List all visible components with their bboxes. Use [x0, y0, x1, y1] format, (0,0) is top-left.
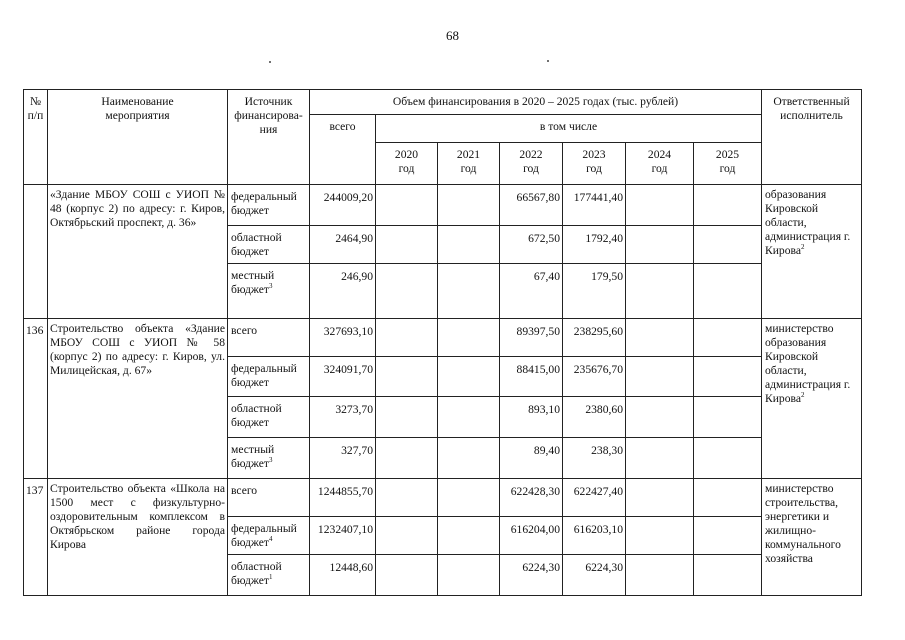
- value-total: 3273,70: [310, 397, 376, 438]
- value-y2024: [626, 185, 694, 226]
- footnote-mark: 3: [268, 282, 273, 291]
- funding-source-label: областной бюджет: [231, 231, 282, 258]
- value-y2023: 179,50: [563, 264, 626, 319]
- value-y2024: [626, 479, 694, 517]
- value-y2022: 89,40: [500, 438, 563, 479]
- footnote-mark: 2: [801, 390, 805, 399]
- scan-speck: [269, 61, 271, 63]
- responsible-executor: [762, 185, 862, 319]
- value-y2021: [438, 555, 500, 596]
- footnote-mark: 2: [801, 242, 805, 251]
- value-y2021: [438, 397, 500, 438]
- value-y2020: [376, 357, 438, 397]
- value-y2022: 622428,30: [500, 479, 563, 517]
- executor-text: министерство строительства, энергетики и жилищно-коммунального хозяйства: [765, 482, 841, 565]
- value-y2025: [694, 397, 762, 438]
- value-y2024: [626, 555, 694, 596]
- value-y2022: 616204,00: [500, 517, 563, 555]
- measure-number: 136: [24, 319, 48, 479]
- funding-source: [228, 185, 310, 226]
- footnote-mark: 1: [268, 573, 273, 582]
- responsible-executor: [762, 319, 862, 479]
- value-y2020: [376, 319, 438, 357]
- value-y2022: 67,40: [500, 264, 563, 319]
- value-total: 12448,60: [310, 555, 376, 596]
- header-name: Наименование мероприятия: [48, 90, 228, 185]
- value-y2025: [694, 479, 762, 517]
- table-row: [24, 319, 862, 357]
- value-y2023: 238,30: [563, 438, 626, 479]
- funding-source-label: местный бюджет: [231, 443, 275, 470]
- value-y2024: [626, 319, 694, 357]
- header-year-1: 2021 год: [438, 143, 500, 185]
- executor-text: министерство образования Кировской области, администрация г. Кирова: [765, 322, 851, 405]
- value-y2023: 235676,70: [563, 357, 626, 397]
- value-y2022: 89397,50: [500, 319, 563, 357]
- funding-source-label: местный бюджет: [231, 269, 275, 296]
- value-y2020: [376, 226, 438, 264]
- funding-source: [228, 438, 310, 479]
- funding-source-label: федеральный бюджет: [231, 190, 297, 217]
- value-y2024: [626, 264, 694, 319]
- value-y2023: 177441,40: [563, 185, 626, 226]
- value-y2023: 622427,40: [563, 479, 626, 517]
- scan-speck: [547, 60, 549, 62]
- footnote-mark: 4: [268, 535, 273, 544]
- value-y2025: [694, 357, 762, 397]
- value-total: 246,90: [310, 264, 376, 319]
- value-y2024: [626, 226, 694, 264]
- header-including: в том числе: [376, 115, 762, 143]
- funding-source-label: всего: [231, 484, 258, 497]
- value-y2022: 88415,00: [500, 357, 563, 397]
- value-total: 244009,20: [310, 185, 376, 226]
- value-total: 324091,70: [310, 357, 376, 397]
- funding-source-label: всего: [231, 324, 258, 337]
- value-total: 2464,90: [310, 226, 376, 264]
- header-year-3: 2023 год: [563, 143, 626, 185]
- value-y2022: 6224,30: [500, 555, 563, 596]
- value-y2025: [694, 319, 762, 357]
- value-y2020: [376, 479, 438, 517]
- header-year-2: 2022 год: [500, 143, 563, 185]
- header-year-0: 2020 год: [376, 143, 438, 185]
- value-y2023: 6224,30: [563, 555, 626, 596]
- value-y2023: 238295,60: [563, 319, 626, 357]
- measure-name: «Здание МБОУ СОШ с УИОП № 48 (корпус 2) по адресу: г. Киров, Октябрьский проспект, д. 36»: [48, 185, 228, 319]
- funding-source: [228, 357, 310, 397]
- value-y2021: [438, 479, 500, 517]
- value-y2025: [694, 438, 762, 479]
- value-total: 327,70: [310, 438, 376, 479]
- value-y2023: 1792,40: [563, 226, 626, 264]
- funding-source: [228, 264, 310, 319]
- measure-number: 137: [24, 479, 48, 596]
- value-y2022: 66567,80: [500, 185, 563, 226]
- value-y2024: [626, 357, 694, 397]
- table-row: [24, 479, 862, 517]
- value-y2021: [438, 185, 500, 226]
- measure-name: Строительство объекта «Школа на 1500 мест с физкультурно-оздоровительным комплексом в Октябрьском районе города Кирова: [48, 479, 228, 596]
- value-y2023: 616203,10: [563, 517, 626, 555]
- value-y2021: [438, 226, 500, 264]
- financing-table: [23, 89, 862, 596]
- measure-name: Строительство объекта «Здание МБОУ СОШ с УИОП № 58 (корпус 2) по адресу: г. Киров, ул. Милицейская, д. 67»: [48, 319, 228, 479]
- value-y2024: [626, 517, 694, 555]
- value-y2024: [626, 438, 694, 479]
- value-total: 1244855,70: [310, 479, 376, 517]
- measure-number: [24, 185, 48, 319]
- value-y2021: [438, 264, 500, 319]
- value-y2022: 893,10: [500, 397, 563, 438]
- value-total: 1232407,10: [310, 517, 376, 555]
- value-y2022: 672,50: [500, 226, 563, 264]
- header-source: Источник финансирова- ния: [228, 90, 310, 185]
- value-y2020: [376, 517, 438, 555]
- value-y2025: [694, 555, 762, 596]
- table-row: [24, 185, 862, 226]
- header-year-5: 2025 год: [694, 143, 762, 185]
- header-year-4: 2024 год: [626, 143, 694, 185]
- funding-source-label: федеральный бюджет: [231, 362, 297, 389]
- header-volume: Объем финансирования в 2020 – 2025 годах (тыс. рублей): [310, 90, 762, 115]
- value-y2025: [694, 264, 762, 319]
- funding-source-label: федеральный бюджет: [231, 522, 297, 549]
- value-y2020: [376, 555, 438, 596]
- header-row-1: [24, 90, 862, 115]
- value-y2020: [376, 264, 438, 319]
- funding-source-label: областной бюджет: [231, 560, 282, 587]
- value-y2024: [626, 397, 694, 438]
- funding-source: [228, 397, 310, 438]
- page-number: 68: [446, 28, 459, 43]
- funding-source: [228, 319, 310, 357]
- funding-source: [228, 226, 310, 264]
- value-y2021: [438, 438, 500, 479]
- funding-source: [228, 517, 310, 555]
- executor-text: образования Кировской области, администрация г. Кирова: [765, 188, 851, 257]
- value-y2021: [438, 357, 500, 397]
- value-y2021: [438, 319, 500, 357]
- value-y2025: [694, 185, 762, 226]
- funding-source-label: областной бюджет: [231, 402, 282, 429]
- value-y2020: [376, 185, 438, 226]
- value-y2020: [376, 397, 438, 438]
- responsible-executor: [762, 479, 862, 596]
- value-y2025: [694, 226, 762, 264]
- value-y2025: [694, 517, 762, 555]
- funding-source: [228, 555, 310, 596]
- value-y2023: 2380,60: [563, 397, 626, 438]
- funding-source: [228, 479, 310, 517]
- value-total: 327693,10: [310, 319, 376, 357]
- value-y2021: [438, 517, 500, 555]
- header-total: всего: [310, 115, 376, 185]
- header-executor: Ответственный исполнитель: [762, 90, 862, 185]
- value-y2020: [376, 438, 438, 479]
- header-num: № п/п: [24, 90, 48, 185]
- footnote-mark: 3: [268, 456, 273, 465]
